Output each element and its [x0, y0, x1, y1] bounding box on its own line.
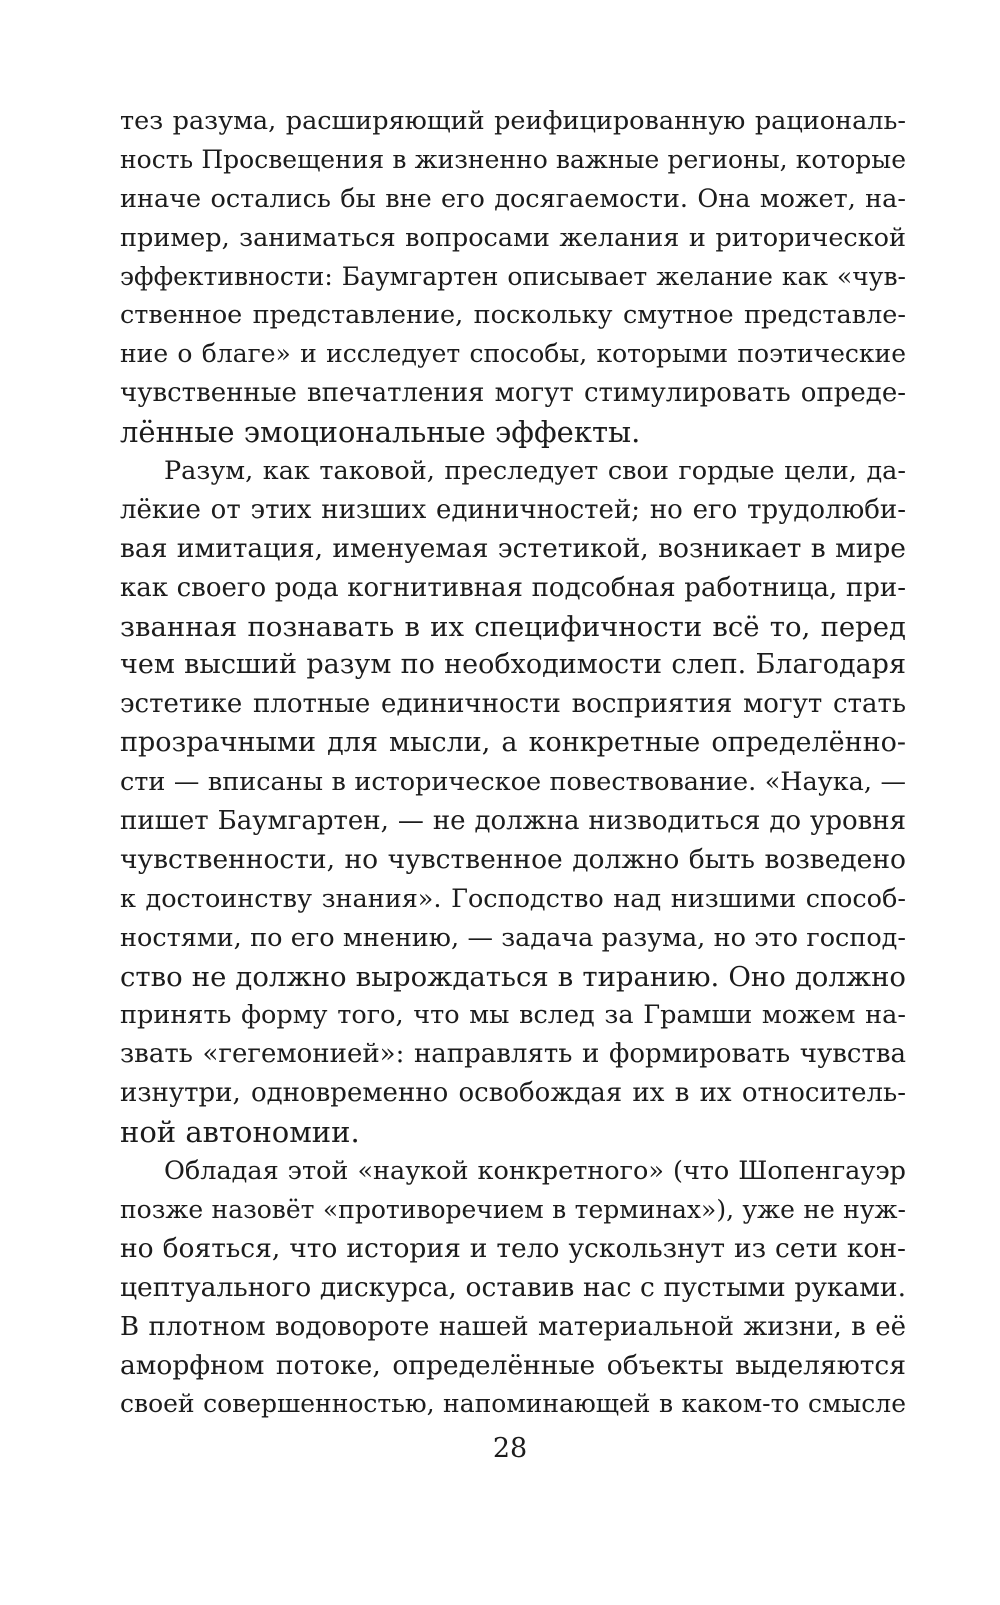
text-line: но бояться, что история и тело ускользнут из сети кон-	[120, 1232, 906, 1264]
text-line: пример, заниматься вопросами желания и риторической	[120, 222, 906, 253]
text-line: цептуального дискурса, оставив нас с пустыми руками.	[120, 1271, 906, 1303]
text-line: эстетике плотные единичности восприятия могут стать	[120, 689, 906, 720]
text-line: лёкие от этих низших единичностей; но его трудолюби-	[120, 494, 906, 525]
text-line: прозрачными для мысли, а конкретные определённо-	[120, 727, 906, 759]
paragraph	[120, 1152, 906, 1424]
text-line: пишет Баумгартен, — не должна низводиться до уровня	[120, 806, 906, 837]
page-number: 28	[492, 1433, 528, 1464]
text-line: Обладая этой «наукой конкретного» (что Шопенгауэр	[164, 1156, 906, 1187]
text-line: ность Просвещения в жизненно важные регионы, которые	[120, 144, 906, 174]
text-line: ностями, по его мнению, — задача разума, но это господ-	[120, 922, 906, 953]
text-line: чем высший разум по необходимости слеп. Благодаря	[120, 649, 906, 681]
text-line: аморфном потоке, определённые объекты выделяются	[120, 1349, 906, 1381]
text-line: В плотном водовороте нашей материальной жизни, в её	[120, 1311, 906, 1342]
text-line: как своего рода когнитивная подсобная работница, при-	[120, 572, 906, 603]
text-line: изнутри, одновременно освобождая их в их относитель-	[120, 1078, 906, 1109]
text-line: Разум, как таковой, преследует свои гордые цели, да-	[164, 456, 906, 487]
paragraph	[120, 102, 906, 452]
paragraph	[120, 452, 906, 1152]
text-line: к достоинству знания». Господство над низшими способ-	[120, 883, 906, 914]
text-line: вая имитация, именуемая эстетикой, возникает в мире	[120, 532, 906, 564]
text-line: принять форму того, что мы вслед за Грамши можем на-	[120, 1000, 906, 1031]
text-line: чувственности, но чувственное должно быть возведено	[120, 843, 906, 875]
text-line: эффективности: Баумгартен описывает желание как «чув-	[120, 261, 906, 291]
text-line: сти — вписаны в историческое повествование. «Наука, —	[120, 767, 906, 798]
text-line: ние о благе» и исследует способы, которыми поэтические	[120, 339, 906, 369]
text-line: ной автономии.	[120, 1115, 360, 1150]
text-line: своей совершенностью, напоминающей в каком-то смысле	[120, 1389, 906, 1419]
text-line: тез разума, расширяющий реифицированную рациональ-	[120, 106, 906, 136]
text-line: ство не должно вырождаться в тиранию. Оно должно	[120, 960, 906, 993]
text-line: ственное представление, поскольку смутное представле-	[120, 300, 906, 331]
text-line: чувственные впечатления могут стимулировать опреде-	[120, 378, 906, 409]
text-line: званная познавать в их специфичности всё то, перед	[120, 610, 906, 643]
text-line: позже назовёт «противоречием в терминах»), уже не нуж-	[120, 1194, 906, 1224]
text-line: лённые эмоциональные эффекты.	[120, 415, 641, 450]
text-line: иначе остались бы вне его досягаемости. Она может, на-	[120, 183, 906, 214]
text-line: звать «гегемонией»: направлять и формировать чувства	[120, 1039, 906, 1070]
body-text	[120, 102, 906, 1424]
